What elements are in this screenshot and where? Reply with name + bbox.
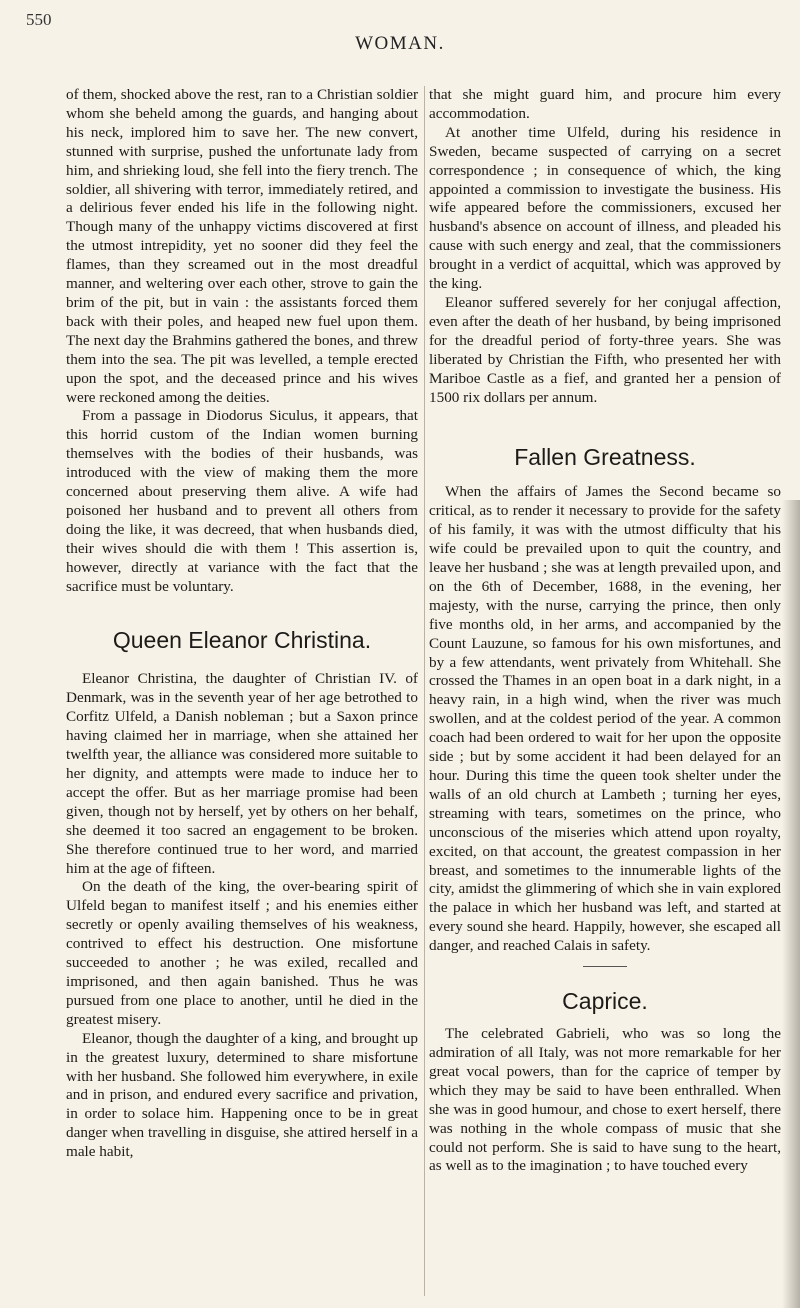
section-heading-fallen-greatness: Fallen Greatness.: [514, 444, 696, 471]
paragraph-eleanor-2: On the death of the king, the over-bearing spirit of Ulfeld began to manifest itself ; and his enemies either secretly or openly availing themselves of his weakness, contrived to effect his destruction. One misfortune succeeded to another ; he was exiled, recalled and imprisoned, and then again banished. Thus he was pursued from one place to another, until he died in the greatest misery.: [66, 878, 418, 1028]
paragraph-fallen-greatness: When the affairs of James the Second became so critical, as to render it necessary to provide for the safety of his family, it was with the utmost difficulty that his wife could be prevailed upon to quit the country, and leave her husband ; she was at length prevailed upon, and on the 6th of December, 1688, in the evening, her majesty, with the nurse, carrying the prince, then only five months old, in her arms, and accompanied by the Count Lauzune, so famous for his own misfortunes, and by a few attendants, went privately from Whitehall. She crossed the Thames in an open boat in a dark night, in a heavy rain, in a high wind, when the river was much swollen, and at the coldest period of the year. A common coach had been ordered to wait for her upon the opposite side ; but by some accident it had been delayed for an hour. During this time the queen took shelter under the walls of an old church at Lambeth ; turning her eyes, streaming with tears, sometimes on the prince, who unconscious of the miseries which attend upon royalty, excited, on that account, the greatest compassion in her breast, and sometimes to the innumerable lights of the city, amidst the glimmering of which she in vain explored the palace in which her husband was left, and started at every sound she heard. Happily, however, she escaped all danger, and reached Calais in safety.: [429, 483, 781, 955]
paragraph-eleanor-1: Eleanor Christina, the daughter of Christian IV. of Denmark, was in the seventh year of her age betrothed to Corfitz Ulfeld, a Danish nobleman ; but a Saxon prince having claimed her in marriage, when she attained her twelfth year, the alliance was considered more suitable to her dignity, and attempts were made to induce her to accept the offer. But as her marriage promise had been given, though not by herself, yet by others on her behalf, she deemed it too sacred an engagement to be broken. She therefore continued true to her word, and married him at the age of fifteen.: [66, 670, 418, 877]
column-divider: [424, 86, 425, 1296]
paragraph-caprice: The celebrated Gabrieli, who was so long the admiration of all Italy, was not more remarkable for her great vocal powers, than for the caprice of temper by which they may be said to have been enthralled. When she was in good humour, and chose to exert herself, there was nothing in the whole compass of music that she could not perform. She is said to have sung to the heart, as well as to the imagination ; to have touched every: [429, 1025, 781, 1175]
page-edge-shadow: [782, 500, 800, 1308]
section-heading-eleanor: Queen Eleanor Christina.: [112, 627, 372, 654]
right-column: [429, 86, 781, 1176]
paragraph-diodorus: From a passage in Diodorus Siculus, it appears, that this horrid custom of the Indian women burning themselves with the bodies of their husbands, was introduced with the view of making them the more concerned about preserving them alive. A wife had poisoned her husband and to prevent all others from doing the like, it was decreed, that when husbands died, their wives should die with them ! This assertion is, however, directly at variance with the fact that the sacrifice must be voluntary.: [66, 407, 418, 595]
paragraph-eleanor-3: Eleanor, though the daughter of a king, and brought up in the greatest luxury, determined to share misfortune with her husband. She followed him everywhere, in exile and in prison, and endured every sacrifice and privation, in order to solace him. Happening once to be in great danger when travelling in disguise, she attired herself in a male habit,: [66, 1029, 418, 1161]
left-column: [66, 86, 418, 1162]
running-title: WOMAN.: [355, 33, 445, 54]
paragraph-eleanor-4: At another time Ulfeld, during his residence in Sweden, became suspected of carrying on a secret correspondence ; in consequence of which, the king appointed a commission to investigate the business. His wife appeared before the commissioners, excused her husband's absence on account of illness, and pleaded his cause with such energy and zeal, that the commissioners brought in a verdict of acquittal, which was approved by the king.: [429, 123, 781, 293]
paragraph-eleanor-continued: that she might guard him, and procure him every accommodation.: [429, 86, 781, 122]
paragraph-eleanor-5: Eleanor suffered severely for her conjugal affection, even after the death of her husband, by being imprisoned for the dreadful period of forty-three years. She was liberated by Christian the Fifth, who presented her with Mariboe Castle as a fief, and granted her a pension of 1500 rix dollars per annum.: [429, 293, 781, 406]
paragraph-intro: of them, shocked above the rest, ran to a Christian soldier whom she beheld among the guards, and hanging about his neck, implored him to save her. The new convert, stunned with surprise, pushed the unfortunate lady from him, and shrieking loud, she fell into the fiery trench. The soldier, all shivering with terror, immediately retired, and a delirious fever ended his life in the following night. Though many of the unhappy victims discovered at first the utmost intrepidity, yet no sooner did they feel the flames, than they screamed out in the most dreadful manner, and weltering over each other, strove to gain the brim of the pit, but in vain : the assistants forced them back with their poles, and heaped new fuel upon them. The next day the Brahmins gathered the bones, and threw them into the sea. The pit was levelled, a temple erected upon the spot, and the deceased prince and his wives were reckoned among the deities.: [66, 86, 418, 406]
page-number: 550: [26, 10, 52, 29]
section-heading-caprice: Caprice.: [562, 988, 648, 1015]
